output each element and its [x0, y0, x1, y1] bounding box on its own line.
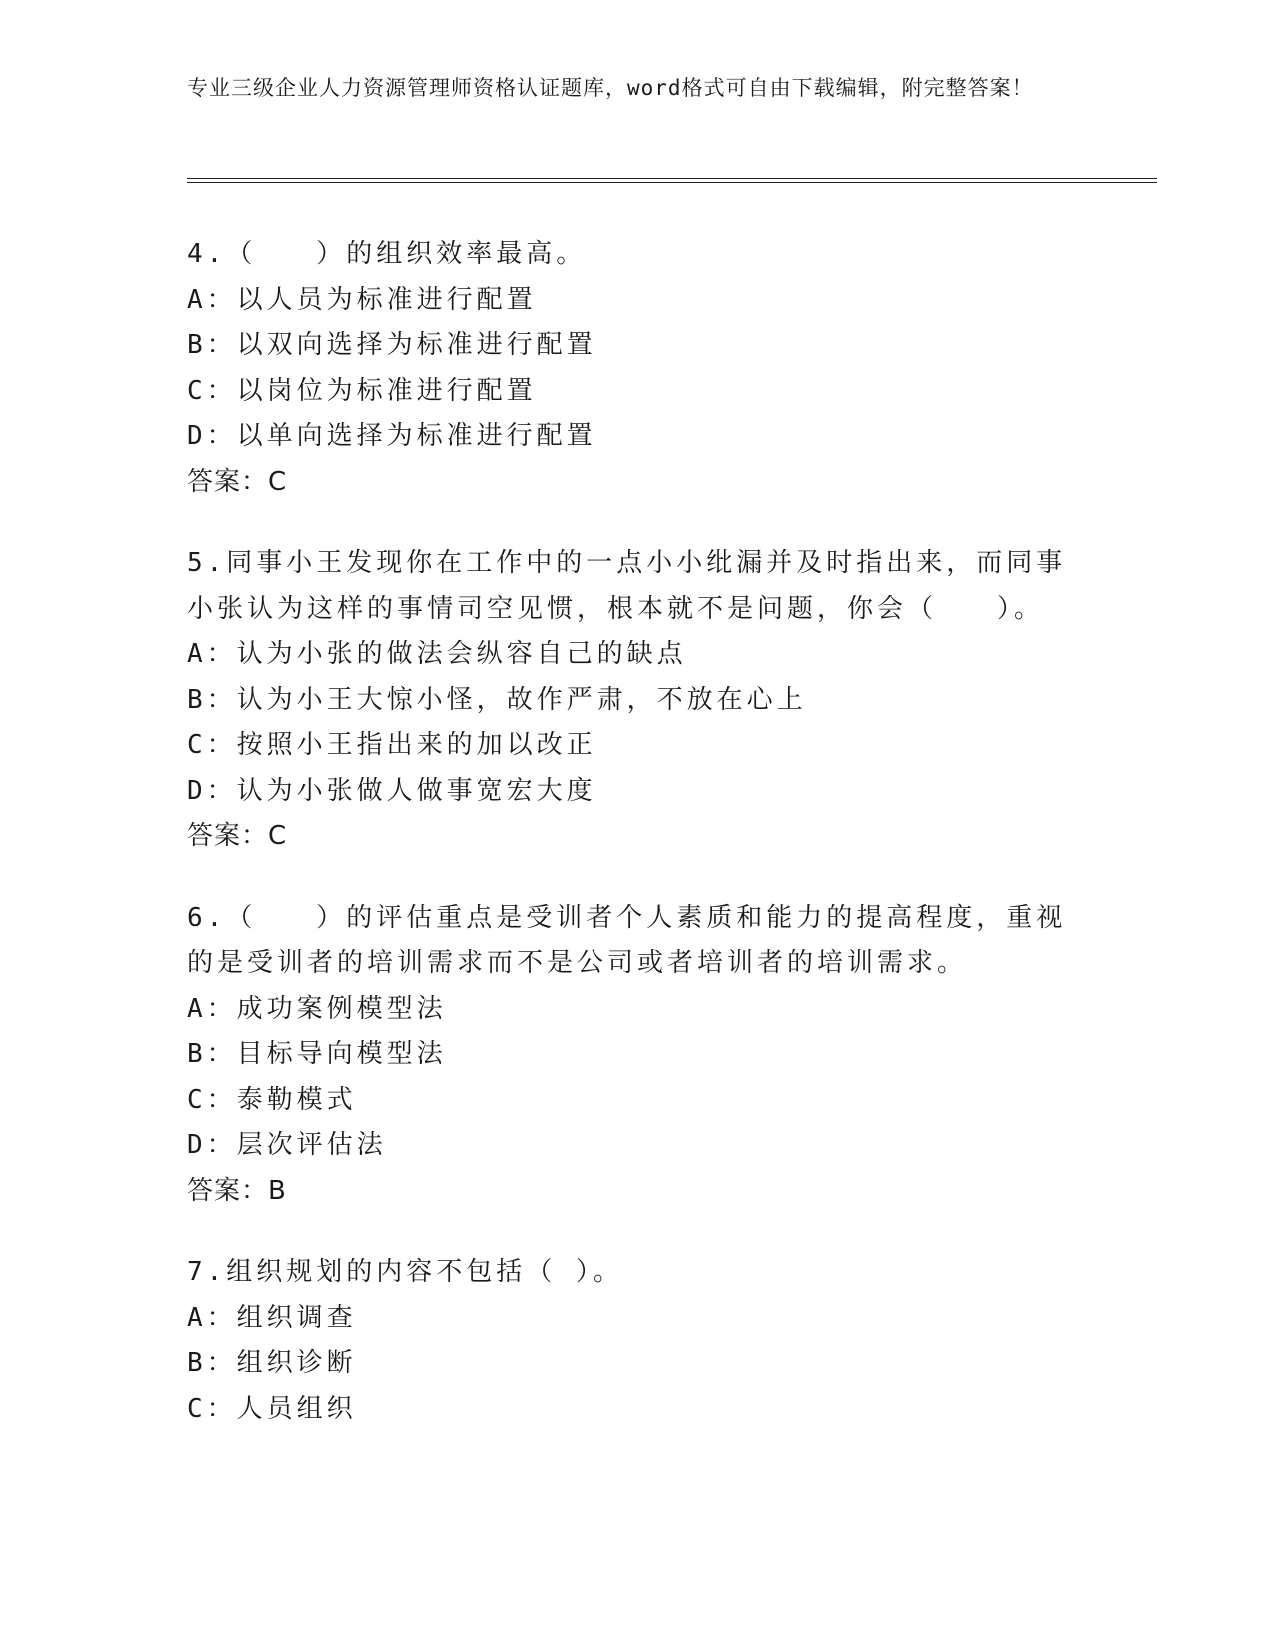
- option-b: B：认为小王大惊小怪，故作严肃，不放在心上: [187, 684, 807, 715]
- option-c: C：泰勒模式: [187, 1084, 357, 1115]
- question-5: [187, 541, 1087, 860]
- question-text: 6.（ ）的评估重点是受训者个人素质和能力的提高程度，重视的是受训者的培训需求而不是公司或者培训者的培训需求。: [187, 902, 1067, 978]
- question-list: [187, 232, 1087, 1468]
- question-text: 7.组织规划的内容不包括（ ）。: [187, 1257, 623, 1287]
- question-6: [187, 896, 1087, 1215]
- option-a: A：成功案例模型法: [187, 993, 447, 1024]
- option-d: D：以单向选择为标准进行配置: [187, 421, 597, 451]
- option-d: D：层次评估法: [187, 1130, 387, 1160]
- question-text: 4.（ ）的组织效率最高。: [187, 239, 587, 269]
- option-a: A：组织调查: [187, 1302, 357, 1333]
- question-4: [187, 232, 1087, 505]
- option-b: B：组织诊断: [187, 1348, 357, 1378]
- option-a: A：以人员为标准进行配置: [187, 284, 537, 315]
- question-7: [187, 1250, 1087, 1432]
- option-d: D：认为小张做人做事宽宏大度: [187, 775, 597, 806]
- question-text: 5.同事小王发现你在工作中的一点小小纰漏并及时指出来，而同事小张认为这样的事情司空见惯，根本就不是问题，你会（ ）。: [187, 548, 1067, 624]
- option-b: B：以双向选择为标准进行配置: [187, 330, 597, 360]
- header-double-rule: [187, 178, 1157, 183]
- option-b: B：目标导向模型法: [187, 1039, 447, 1069]
- answer: 答案：B: [187, 1175, 287, 1206]
- option-c: C：人员组织: [187, 1393, 357, 1424]
- answer: 答案：C: [187, 466, 288, 497]
- document-header: 专业三级企业人力资源管理师资格认证题库，word格式可自由下载编辑，附完整答案！: [187, 76, 1034, 100]
- option-a: A：认为小张的做法会纵容自己的缺点: [187, 639, 687, 669]
- option-c: C：按照小王指出来的加以改正: [187, 730, 597, 760]
- answer: 答案：C: [187, 821, 288, 851]
- option-c: C：以岗位为标准进行配置: [187, 375, 537, 406]
